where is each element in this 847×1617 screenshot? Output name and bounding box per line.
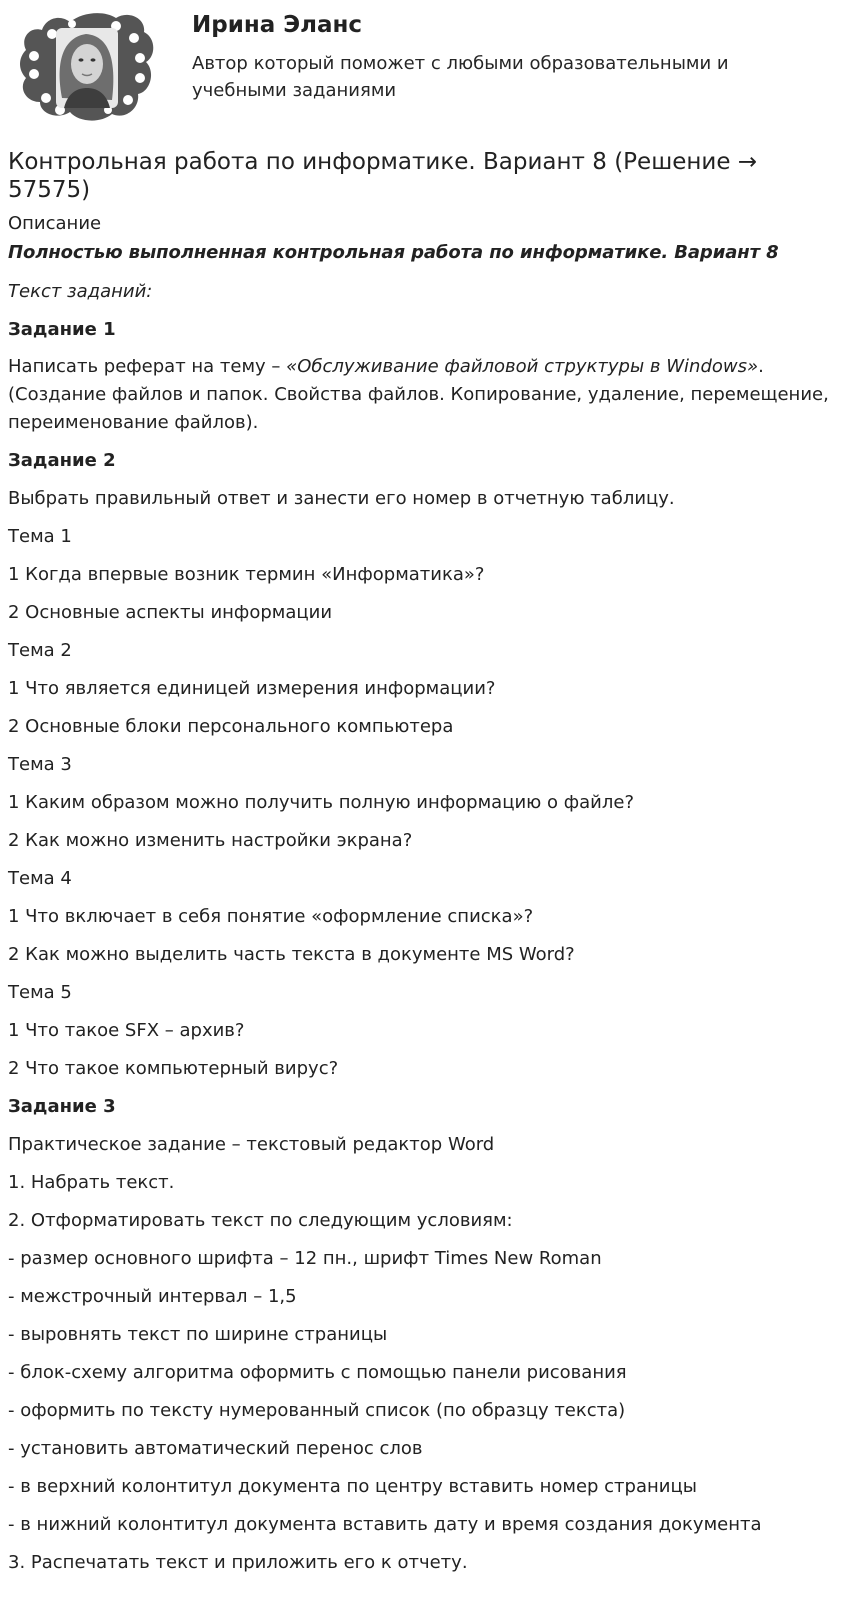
topic-label: Тема 5 xyxy=(8,982,72,1003)
page-title: Контрольная работа по информатике. Вариант 8 (Решение → 57575) xyxy=(8,149,758,203)
topic-question: 1 Что является единицей измерения информации? xyxy=(8,678,496,699)
author-name[interactable]: Ирина Эланс xyxy=(192,12,363,38)
topic-question: 1 Когда впервые возник термин «Информатика»? xyxy=(8,564,485,585)
task3-step: - выровнять текст по ширине страницы xyxy=(8,1324,388,1345)
description-label: Описание xyxy=(8,213,102,234)
task3-step: - оформить по тексту нумерованный список (по образцу текста) xyxy=(8,1400,626,1421)
task3-step: - межстрочный интервал – 1,5 xyxy=(8,1286,297,1307)
avatar-film-frame xyxy=(16,8,156,123)
task3-step: - в верхний колонтитул документа по центру вставить номер страницы xyxy=(8,1476,697,1497)
task3-step: 2. Отформатировать текст по следующим условиям: xyxy=(8,1210,513,1231)
task3-intro: Практическое задание – текстовый редактор Word xyxy=(8,1134,495,1155)
task3-step: - размер основного шрифта – 12 пн., шрифт Times New Roman xyxy=(8,1248,602,1269)
topic-question: 2 Основные аспекты информации xyxy=(8,602,333,623)
task1-text xyxy=(8,353,839,437)
description-lead: Полностью выполненная контрольная работа по информатике. Вариант 8 xyxy=(8,242,779,263)
task2-intro: Выбрать правильный ответ и занести его номер в отчетную таблицу. xyxy=(8,488,675,509)
author-card xyxy=(8,0,839,128)
topic-question: 1 Что включает в себя понятие «оформление списка»? xyxy=(8,906,534,927)
task1-topic: «Обслуживание файловой структуры в Windows» xyxy=(286,356,759,377)
topic-question: 2 Что такое компьютерный вирус? xyxy=(8,1058,339,1079)
topic-question: 2 Основные блоки персонального компьютера xyxy=(8,716,454,737)
task1-text-suffix: . (Создание файлов и папок. Свойства файлов. Копирование, удаление, перемещение, переименование файлов). xyxy=(8,356,829,433)
description-content xyxy=(8,238,839,1577)
topic-label: Тема 3 xyxy=(8,754,72,775)
author-description: Автор который поможет с любыми образовательными и учебными заданиями xyxy=(192,53,729,101)
task1-text-prefix: Написать реферат на тему – xyxy=(8,356,287,377)
topic-question: 2 Как можно выделить часть текста в документе MS Word? xyxy=(8,944,575,965)
topic-label: Тема 1 xyxy=(8,526,72,547)
author-avatar[interactable] xyxy=(16,8,156,123)
topic-label: Тема 2 xyxy=(8,640,72,661)
topic-question: 1 Каким образом можно получить полную информацию о файле? xyxy=(8,792,635,813)
task3-step: - блок-схему алгоритма оформить с помощью панели рисования xyxy=(8,1362,627,1383)
topic-label: Тема 4 xyxy=(8,868,72,889)
task3-step: 1. Набрать текст. xyxy=(8,1172,175,1193)
task3-step: 3. Распечатать текст и приложить его к отчету. xyxy=(8,1552,468,1573)
task3-step: - в нижний колонтитул документа вставить дату и время создания документа xyxy=(8,1514,762,1535)
task1-heading: Задание 1 xyxy=(8,319,116,340)
topic-question: 1 Что такое SFX – архив? xyxy=(8,1020,245,1041)
task3-heading: Задание 3 xyxy=(8,1096,116,1117)
task2-heading: Задание 2 xyxy=(8,450,116,471)
tasks-label: Текст заданий: xyxy=(8,281,153,302)
task3-step: - установить автоматический перенос слов xyxy=(8,1438,423,1459)
topic-question: 2 Как можно изменить настройки экрана? xyxy=(8,830,413,851)
